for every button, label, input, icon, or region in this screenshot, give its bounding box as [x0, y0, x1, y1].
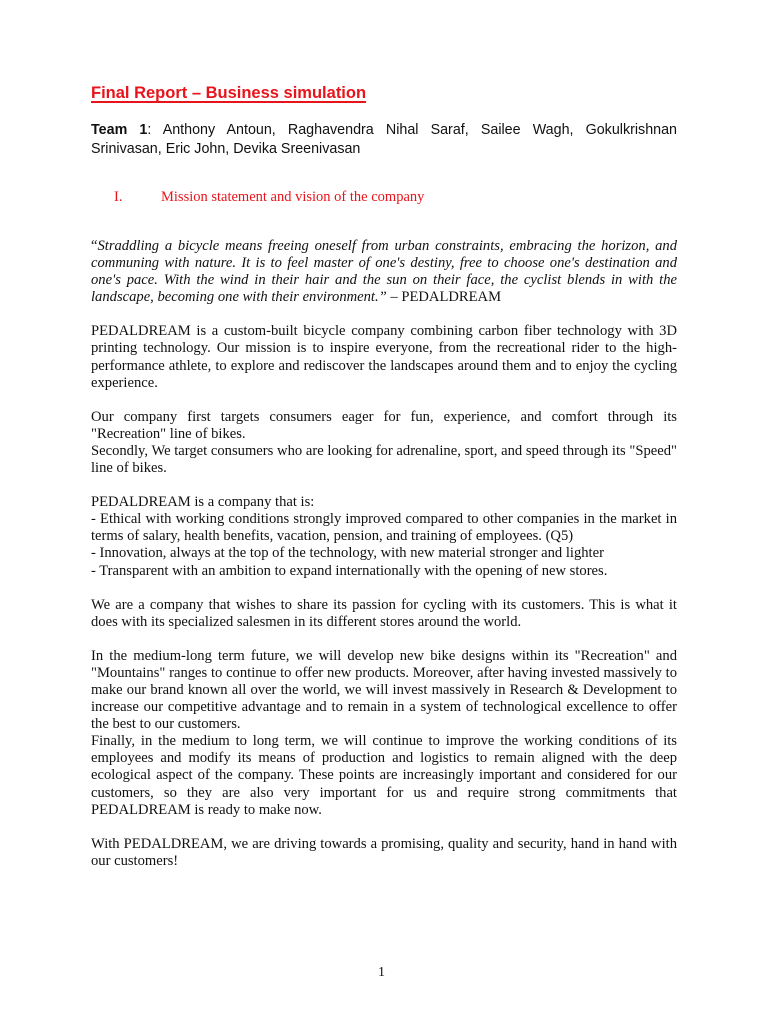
- paragraph-company-intro: PEDALDREAM is a custom-built bicycle company combining carbon fiber technology with 3D printing technology. Our mission is to inspire everyone, from the recreational rider to the high-performance athlete, to explore and rediscover the landscapes around them and to enjoy the cycling experience.: [91, 323, 677, 391]
- team-line: [91, 121, 677, 159]
- section-title: Mission statement and vision of the company: [161, 189, 425, 205]
- quote-attribution: – PEDALDREAM: [386, 289, 502, 306]
- section-number: I.: [114, 189, 123, 205]
- report-title: Final Report – Business simulation: [91, 84, 367, 102]
- values-item-ethical: - Ethical with working conditions strongly improved compared to other companies in the market in terms of salary, health benefits, vacation, pension, and training of employees. (Q5): [91, 511, 677, 545]
- paragraph-company-values: [91, 494, 677, 579]
- paragraph-passion: We are a company that wishes to share its passion for cycling with its customers. This is what it does with its specialized salesmen in its different stores around the world.: [91, 596, 677, 630]
- quote-text: Straddling a bicycle means freeing oneself from urban constraints, embracing the horizon, and communing with nature. It is to feel master of one's destiny, free to choose one's destination and one's pace. With the wind in their hair and the sun on their face, the cyclist blends in with the landscape, becoming one with their environment.”: [91, 238, 677, 306]
- team-label: Team 1: [91, 122, 148, 138]
- section-heading: [114, 189, 424, 206]
- paragraph-targets: [91, 409, 677, 477]
- values-item-transparent: - Transparent with an ambition to expand internationally with the opening of new stores.: [91, 562, 608, 579]
- values-intro: PEDALDREAM is a company that is:: [91, 494, 315, 511]
- body-text: [91, 238, 677, 887]
- paragraph-future: [91, 648, 677, 819]
- team-members: Anthony Antoun, Raghavendra Nihal Saraf, Sailee Wagh, Gokulkrishnan Srinivasan, Eric John, Devika Sreenivasan: [91, 122, 677, 157]
- team-separator: :: [147, 122, 152, 138]
- page-number: 1: [378, 965, 385, 980]
- paragraph-future-designs: In the medium-long term future, we will develop new bike designs within its "Recreation" and "Mountains" ranges to continue to offer new products. Moreover, after having invested massively to make our brand known all over the world, we will invest massively in Research & Development to increase our competitive advantage and to remain in a system of technological excellence to offer the best to our customers.: [91, 647, 677, 733]
- paragraph-targets-speed: Secondly, We target consumers who are looking for adrenaline, sport, and speed through its "Speed" line of bikes.: [91, 442, 677, 477]
- quote-open-mark: “: [91, 238, 98, 254]
- values-item-innovation: - Innovation, always at the top of the technology, with new material stronger and lighter: [91, 545, 604, 562]
- mission-quote: [91, 238, 677, 306]
- paragraph-closing: With PEDALDREAM, we are driving towards a promising, quality and security, hand in hand with our customers!: [91, 835, 677, 869]
- paragraph-future-working-conditions: Finally, in the medium to long term, we will continue to improve the working conditions of its employees and modify its means of production and logistics to remain aligned with the deep ecological aspect of the company. These points are increasingly important and considered for our customers, so they are also very important for us and require strong commitments that PEDALDREAM is ready to make now.: [91, 733, 677, 818]
- paragraph-targets-recreation: Our company first targets consumers eager for fun, experience, and comfort through its "Recreation" line of bikes.: [91, 408, 677, 442]
